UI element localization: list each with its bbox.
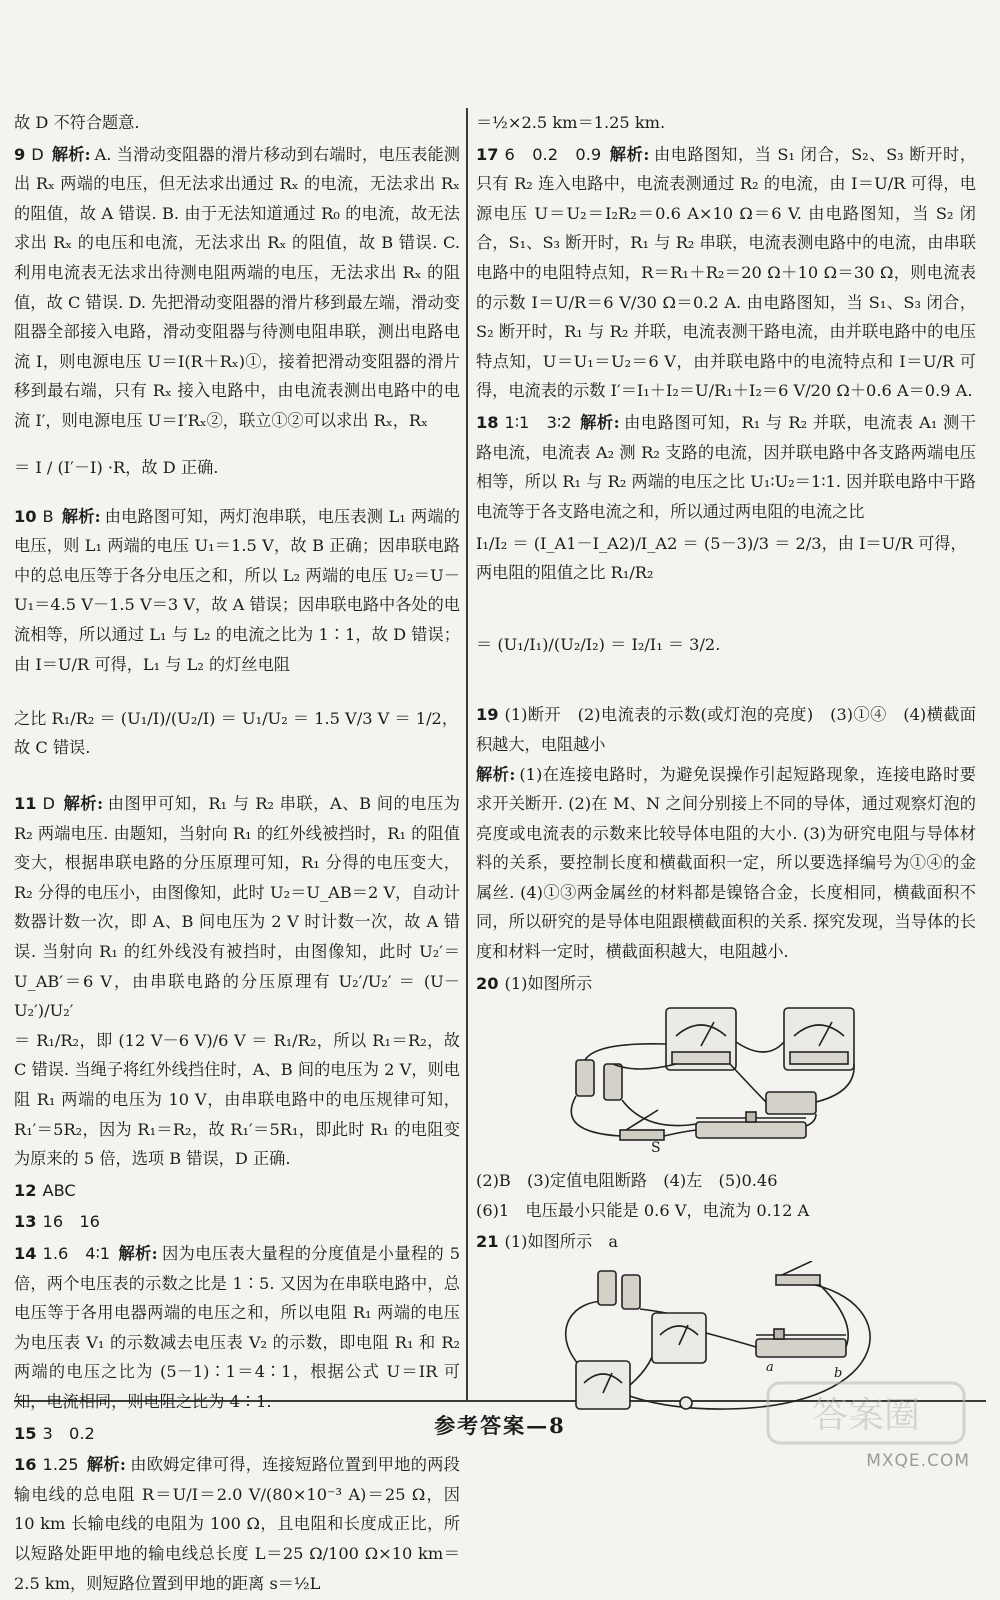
- item-11-text-2: ＝ R₁/R₂，即 (12 V－6 V)/6 V ＝ R₁/R₂，所以 R₁＝R₂，故 C 错误. 当绳子将红外线挡住时，A、B 间的电压为 2 V，则电阻 R₁ 两端的电压为 10 V，由串联电路中的电压规律可知，R₁′＝5R₂，因为 R₁＝R₂，故 R₁′＝5R₁，即此时 R₁ 的电阻变为原来的 5 倍，选项 B 错误，D 正确.: [14, 1030, 460, 1169]
- item-20-line-3: (6)1 电压最小只能是 0.6 V，电流为 0.12 A: [476, 1200, 810, 1220]
- item-11-text: 由图甲可知，R₁ 与 R₂ 串联，A、B 间的电压为 R₂ 两端电压. 由题知，当射向 R₁ 的红外线被挡时，R₁ 的阻值变大，根据串联电路的分压原理可知，R₁ 分得的电压变大，R₂ 分得的电压小，由图像知，此时 U₂＝U_AB＝2 V，自动计数器计数一次，即 A、B 间电压为 2 V 时计数一次，故 A 错误. 当射向 R₁ 的红外线没有被挡时，由图像知，此时 U₂′＝U_AB′＝6 V，由串联电路的分压原理有 U₂′/U₂′ ＝ (U－U₂′)/U₂′: [14, 794, 460, 1021]
- page-footer: 参考答案—8: [434, 1413, 566, 1438]
- item-12-answer: ABC: [42, 1180, 76, 1200]
- item-16: [14, 1450, 460, 1598]
- watermark-logo-text: 答案圈: [811, 1395, 921, 1436]
- item-14-text: 因为电压表大量程的分度值是小量程的 5 倍，两个电压表的示数之比是 1∶5. 又因为在串联电路中，总电压等于各用电器两端的电压之和，所以电阻 R₁ 两端的电压为电压表 V₁ 的示数减去电压表 V₂ 的示数，即电阻 R₁ 和 R₂ 两端的电压之比为 (5－1)∶1＝4∶1，根据公式 U＝IR 可知，电流相同，则电阻之比为 4∶1.: [14, 1244, 460, 1411]
- item-14-analysis-label: 解析:: [118, 1244, 158, 1263]
- item-19-answer: (1)断开 (2)电流表的示数(或灯泡的亮度) (3)①④ (4)横截面积越大，电阻越小: [476, 705, 976, 754]
- item-10: [14, 502, 460, 788]
- item-20-switch-label: S: [651, 1140, 661, 1157]
- item-14-answer: 1.6 4∶1: [42, 1244, 111, 1263]
- item-18-formula-1-text: I₁/I₂ ＝ (I_A1－I_A2)/I_A2 ＝ (5－3)/3 ＝ 2/3，由 I＝U/R 可得，两电阻的阻值之比 R₁/R₂: [476, 533, 967, 583]
- column-divider: [466, 108, 468, 1400]
- item-14-number: 14: [14, 1244, 37, 1263]
- item-12: [14, 1176, 460, 1206]
- item-13-number: 13: [14, 1212, 37, 1232]
- item-20-answer: (1)如图所示: [504, 973, 593, 993]
- item-17-analysis-label: 解析:: [609, 144, 650, 164]
- item-18-formula-2-text: ＝ (U₁/I₁)/(U₂/I₂) ＝ I₂/I₁ ＝ 3/2.: [476, 634, 721, 654]
- item-15-answer: 3 0.2: [42, 1423, 95, 1443]
- item-21-label-a: a: [766, 1360, 774, 1376]
- circuit-diagram-1: [516, 1002, 956, 1160]
- item-13-answer: 16 16: [42, 1212, 100, 1232]
- item-17: [476, 140, 976, 406]
- item-9-text: A. 当滑动变阻器的滑片移动到右端时，电压表能测出 Rₓ 两端的电压，但无法求出通过 Rₓ 的电流，无法求出 Rₓ 的阻值，故 A 错误. B. 由于无法知道通过 R₀ 的电流，故无法求出 Rₓ 的电压和电流，无法求出 Rₓ 的阻值，故 B 错误. C. 利用电流表无法求出待测电阻两端的电压，无法求出 Rₓ 的阻值，故 C 错误. D. 先把滑动变阻器的滑片移到最左端，滑动变阻器全部接入电路，滑动变阻器与待测电阻串联，测出电路电流 I，则电源电压 U＝I(R＋Rₓ)①，接着把滑动变阻器的滑片移到最右端，只有 Rₓ 接入电路中，由电流表测出电路中的电流 I′，则电源电压 U＝I′Rₓ②，联立①②可以求出 Rₓ，Rₓ: [14, 144, 460, 430]
- item-18-formula-1: [476, 526, 976, 590]
- item-10-answer: B: [42, 506, 54, 526]
- item-19-text: (1)在连接电路时，为避免误操作引起短路现象，连接电路时要求开关断开. (2)在 M、N 之间分别接上不同的导体，通过观察灯泡的亮度或电流表的示数来比较导体电阻的大小. (3)为研究电阻与导体材料的关系，要控制长度和横截面积一定，所以要选择编号为①④的金属丝. (4)①③两金属丝的材料都是镍铬合金，长度相同，横截面积不同，所以研究的是导体电阻跟横截面积的关系. 探究发现，当导体的长度和材料一定时，横截面积越大，电阻越小.: [476, 764, 976, 962]
- item-19-number: 19: [476, 705, 499, 725]
- item-16-answer: 1.25: [42, 1455, 79, 1475]
- item-16-tail-text: ＝½×2.5 km＝1.25 km.: [476, 113, 666, 132]
- item-13: [14, 1207, 460, 1237]
- item-8-tail: [14, 108, 460, 138]
- item-20: [476, 969, 976, 1226]
- item-20-circuit-figure: [476, 1002, 916, 1160]
- item-18-text: 由电路图可知，R₁ 与 R₂ 并联，电流表 A₁ 测干路电流，电流表 A₂ 测 R₂ 支路的电流，因并联电路中各支路两端电压相等，所以 R₁ 与 R₂ 两端的电压之比 U₁∶U₂＝1∶1. 因并联电路中干路电流等于各支路电流之和，所以通过两电阻的电流之比: [476, 412, 976, 521]
- item-18-formula-2: [476, 590, 976, 698]
- item-21-number: 21: [476, 1232, 499, 1252]
- item-9: [14, 140, 460, 500]
- item-10-number: 10: [14, 506, 37, 526]
- item-9-answer: D: [31, 144, 44, 164]
- item-18: [476, 408, 976, 698]
- item-11-number: 11: [14, 794, 37, 814]
- item-17-number: 17: [476, 144, 499, 164]
- item-9-formula: [14, 436, 460, 500]
- item-16-number: 16: [14, 1455, 37, 1475]
- watermark-logo: [766, 1379, 966, 1461]
- item-11: [14, 789, 460, 1174]
- item-11-answer: D: [42, 794, 55, 814]
- item-9-number: 9: [14, 144, 26, 164]
- item-10-formula-text: 之比 R₁/R₂ ＝ (U₁/I)/(U₂/I) ＝ U₁/U₂ ＝ 1.5 V/3 V ＝ 1/2，故 C 错误.: [14, 708, 459, 758]
- item-20-line-2: (2)B (3)定值电阻断路 (4)左 (5)0.46: [476, 1171, 778, 1191]
- item-17-text: 由电路图知，当 S₁ 闭合，S₂、S₃ 断开时，只有 R₂ 连入电路中，电流表测通过 R₂ 的电流，由 I＝U/R 可得，电源电压 U＝U₂＝I₂R₂＝0.6 A×10 Ω＝6 V. 由电路图知，当 S₂ 闭合，S₁、S₃ 断开时，R₁ 与 R₂ 串联，电流表测电路中的电流，由串联电路中的电阻特点知，R＝R₁＋R₂＝20 Ω＋10 Ω＝30 Ω，则电流表的示数 I＝U/R＝6 V/30 Ω＝0.2 A. 由电路图知，当 S₁、S₃ 闭合，S₂ 断开时，R₁ 与 R₂ 并联，电流表测干路电流，由并联电路中的电压特点知，U＝U₁＝U₂＝6 V，由并联电路中的电流特点和 I＝U/R 可得，电流表的示数 I′＝I₁＋I₂＝U/R₁＋I₂＝6 V/20 Ω＋0.6 A＝0.9 A.: [476, 144, 977, 401]
- item-11-analysis-label: 解析:: [63, 794, 104, 814]
- right-column: [476, 108, 976, 1417]
- item-18-analysis-label: 解析:: [579, 412, 620, 432]
- item-14: [14, 1239, 460, 1417]
- item-16-tail: [476, 108, 976, 138]
- item-8-text: 故 D 不符合题意.: [14, 113, 140, 132]
- item-15-number: 15: [14, 1423, 37, 1443]
- item-16-text: 由欧姆定律可得，连接短路位置到甲地的两段输电线的总电阻 R＝U/I＝2.0 V/(80×10⁻³ A)＝25 Ω，因 10 km 长输电线的电阻为 100 Ω，且电阻和长度成正比，所以短路处距甲地的输电线总长度 L＝25 Ω/100 Ω×10 km＝2.5 km，则短路位置到甲地的距离 s＝½L: [14, 1455, 460, 1593]
- item-19: [476, 700, 976, 966]
- item-10-analysis-label: 解析:: [61, 506, 101, 526]
- item-10-text: 由电路图可知，两灯泡串联，电压表测 L₁ 两端的电压，则 L₁ 两端的电压 U₁＝1.5 V，故 B 正确；因串联电路中的总电压等于各分电压之和，所以 L₂ 两端的电压 U₂＝U－U₁＝4.5 V－1.5 V＝3 V，故 A 错误；因串联电路中各处的电流相等，所以通过 L₁ 与 L₂ 的电流之比为 1∶1，故 D 错误；由 I＝U/R 可得，L₁ 与 L₂ 的灯丝电阻: [14, 506, 460, 674]
- item-17-answer: 6 0.2 0.9: [504, 144, 602, 164]
- item-18-number: 18: [476, 412, 499, 432]
- item-21-label-b: b: [834, 1366, 843, 1382]
- item-18-answer: 1∶1 3∶2: [504, 412, 572, 432]
- item-9-formula-text: ＝ I / (I′－I) ·R，故 D 正确.: [14, 457, 219, 477]
- item-10-formula: [14, 679, 460, 787]
- item-12-number: 12: [14, 1180, 37, 1200]
- item-20-number: 20: [476, 973, 499, 993]
- watermark-site: MXQE.COM: [866, 1451, 970, 1471]
- left-column: [14, 108, 460, 1600]
- item-16-analysis-label: 解析:: [86, 1455, 126, 1475]
- item-19-analysis-label: 解析:: [476, 764, 516, 784]
- item-9-analysis-label: 解析:: [51, 144, 91, 164]
- item-21-answer: (1)如图所示 a: [504, 1232, 619, 1252]
